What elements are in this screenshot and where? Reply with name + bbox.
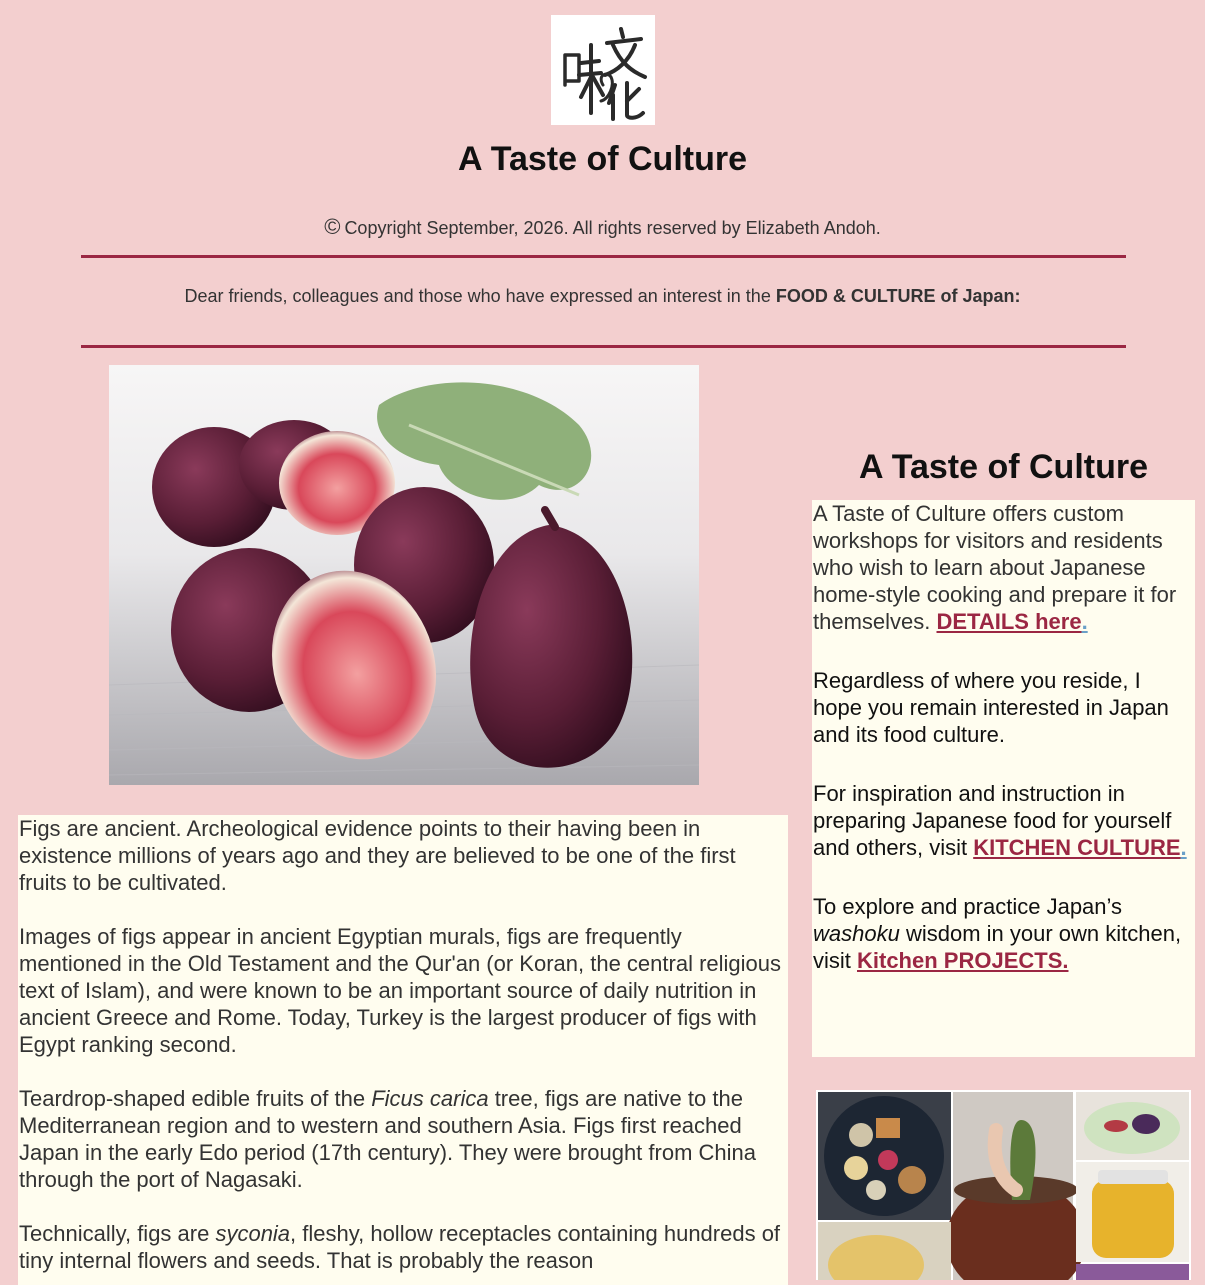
article-p4-text-b: , fleshy, hollow receptacles containing hundreds of tiny internal flowers and seeds. That is probably the reason xyxy=(19,1221,781,1273)
greeting-text: Dear friends, colleagues and those who have expressed an interest in the xyxy=(184,286,771,306)
sidebar-paragraph-3 xyxy=(813,780,1195,861)
article-body xyxy=(18,815,788,1285)
article-p3-text-b: tree, figs are native to the Mediterranean region and to western and southern Asia. Figs first reached Japan in the early Edo period (17th century). They were brought from China through the port of Nagasaki. xyxy=(19,1086,756,1192)
logo-calligraphy-image xyxy=(551,15,655,125)
kitchen-projects-link[interactable]: Kitchen PROJECTS. xyxy=(857,948,1069,973)
collage-illustration xyxy=(816,1090,1191,1280)
sidebar-title: A Taste of Culture xyxy=(858,448,1149,486)
figs-photo xyxy=(109,365,699,785)
greeting-bold: FOOD & CULTURE of Japan: xyxy=(775,286,1021,306)
article-paragraph-4 xyxy=(19,1220,788,1274)
article-p3-text-a: Teardrop-shaped edible fruits of the xyxy=(19,1086,372,1111)
article-paragraph-1: Figs are ancient. Archeological evidence points to their having been in existence millions of years ago and they are believed to be one of the first fruits to be cultivated. xyxy=(19,816,736,895)
article-p3-emphasis: Ficus carica xyxy=(371,1086,489,1111)
article-paragraph-2: Images of figs appear in ancient Egyptian murals, figs are frequently mentioned in the Old Testament and the Qur'an (or Koran, the central religious text of Islam), and were known to be an important source of daily nutrition in ancient Greece and Rome. Today, Turkey is the largest producer of figs with Egypt ranking second. xyxy=(19,924,782,1057)
sidebar-p1-period: . xyxy=(1081,609,1088,634)
copyright-text: Copyright September, 2026. All rights reserved by Elizabeth Andoh. xyxy=(344,218,881,238)
greeting-line xyxy=(0,286,1205,307)
details-here-link[interactable]: DETAILS here xyxy=(936,609,1082,634)
figs-illustration xyxy=(109,365,699,785)
sidebar-p3-period: . xyxy=(1180,835,1187,860)
kitchen-culture-link[interactable]: KITCHEN CULTURE xyxy=(973,835,1181,860)
article-p4-emphasis: syconia xyxy=(215,1221,291,1246)
article-p4-text-a: Technically, figs are xyxy=(19,1221,216,1246)
copyright-symbol: © xyxy=(324,214,341,239)
kitchen-projects-collage[interactable] xyxy=(816,1090,1191,1280)
article-paragraph-3 xyxy=(19,1085,788,1193)
sidebar-p4-text-b: wisdom in your own kitchen, visit xyxy=(813,921,1182,973)
sidebar-panel xyxy=(812,500,1195,1057)
sidebar-p3-text: For inspiration and instruction in preparing Japanese food for yourself and others, visit xyxy=(813,781,1172,860)
sidebar-p1-text: A Taste of Culture offers custom workshops for visitors and residents who wish to learn about Japanese home-style cooking and prepare it for themselves. xyxy=(813,501,1177,634)
copyright-line xyxy=(0,214,1205,240)
site-title: A Taste of Culture xyxy=(457,140,748,178)
sidebar-p4-text-a: To explore and practice Japan’s xyxy=(813,894,1123,919)
sidebar-paragraph-4 xyxy=(813,893,1195,974)
sidebar-p4-emphasis: washoku xyxy=(813,921,900,946)
divider-bottom xyxy=(81,345,1126,348)
divider-top xyxy=(81,255,1126,258)
sidebar-paragraph-1 xyxy=(813,500,1195,635)
sidebar-paragraph-2: Regardless of where you reside, I hope you remain interested in Japan and its food culture. xyxy=(813,668,1169,747)
calligraphy-logo[interactable] xyxy=(551,15,655,125)
